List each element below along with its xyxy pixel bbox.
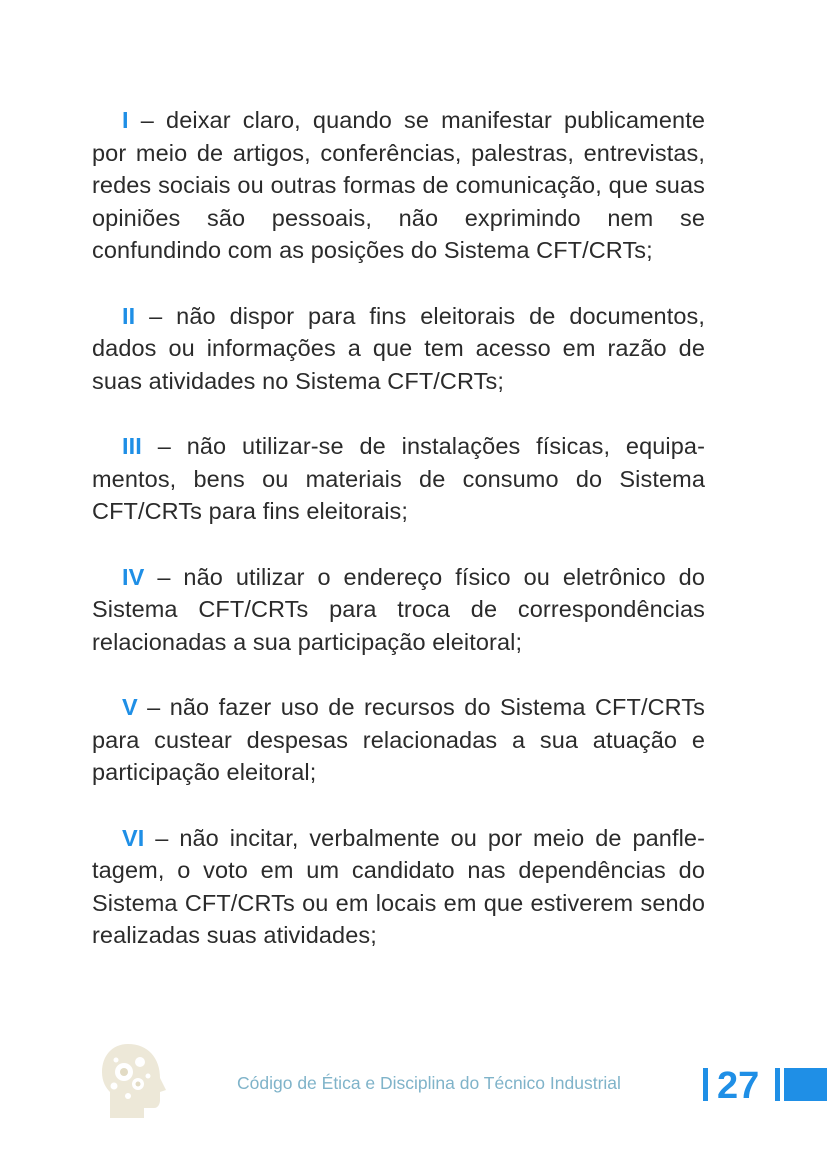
footer-title: Código de Ética e Disciplina do Técnico Industrial [237, 1073, 621, 1093]
paragraph-text: – não incitar, verbalmente ou por meio de panfle-tagem, o voto em um candidato nas dependências do Sistema CFT/CRTs ou em locais em que estiverem sendo realizadas suas atividades; [92, 824, 705, 948]
page-tab [784, 1068, 827, 1101]
paragraph-text: – não fazer uso de recursos do Sistema CFT/CRTs para custear despesas relacionadas a sua atuação e participação eleitoral; [92, 694, 705, 785]
paragraph-v [92, 691, 705, 789]
page-number: 27 [717, 1065, 760, 1107]
roman-numeral: III [122, 433, 142, 459]
divider-bar [703, 1068, 708, 1101]
paragraph-i [92, 104, 705, 267]
paragraph-text: – não utilizar-se de instalações físicas, equipa-mentos, bens ou materiais de consumo do Sistema CFT/CRTs para fins eleitorais; [92, 433, 705, 524]
head-gears-icon [98, 1040, 172, 1122]
roman-numeral: VI [122, 824, 145, 851]
roman-numeral: I [122, 107, 129, 133]
paragraph-text: – não utilizar o endereço físico ou eletrônico do Sistema CFT/CRTs para troca de correspondências relacionadas a sua participação eleitoral; [92, 563, 705, 655]
paragraph-iii [92, 430, 705, 528]
roman-numeral: V [122, 694, 138, 720]
paragraph-vi [92, 822, 705, 952]
divider-bar [775, 1068, 780, 1101]
paragraph-ii [92, 300, 705, 398]
paragraph-text: – não dispor para fins eleitorais de documentos, dados ou informações a que tem acesso em razão de suas atividades no Sistema CFT/CRTs; [92, 302, 705, 394]
paragraph-iv [92, 561, 705, 659]
roman-numeral: II [122, 302, 136, 329]
roman-numeral: IV [122, 563, 145, 590]
paragraph-text: – deixar claro, quando se manifestar publicamente por meio de artigos, conferências, palestras, entrevistas, redes sociais ou outras formas de comunicação, que suas opiniões são pessoais, não exprimindo nem se confundindo com as posições do Sistema CFT/CRTs; [92, 107, 705, 263]
document-body [92, 104, 705, 985]
